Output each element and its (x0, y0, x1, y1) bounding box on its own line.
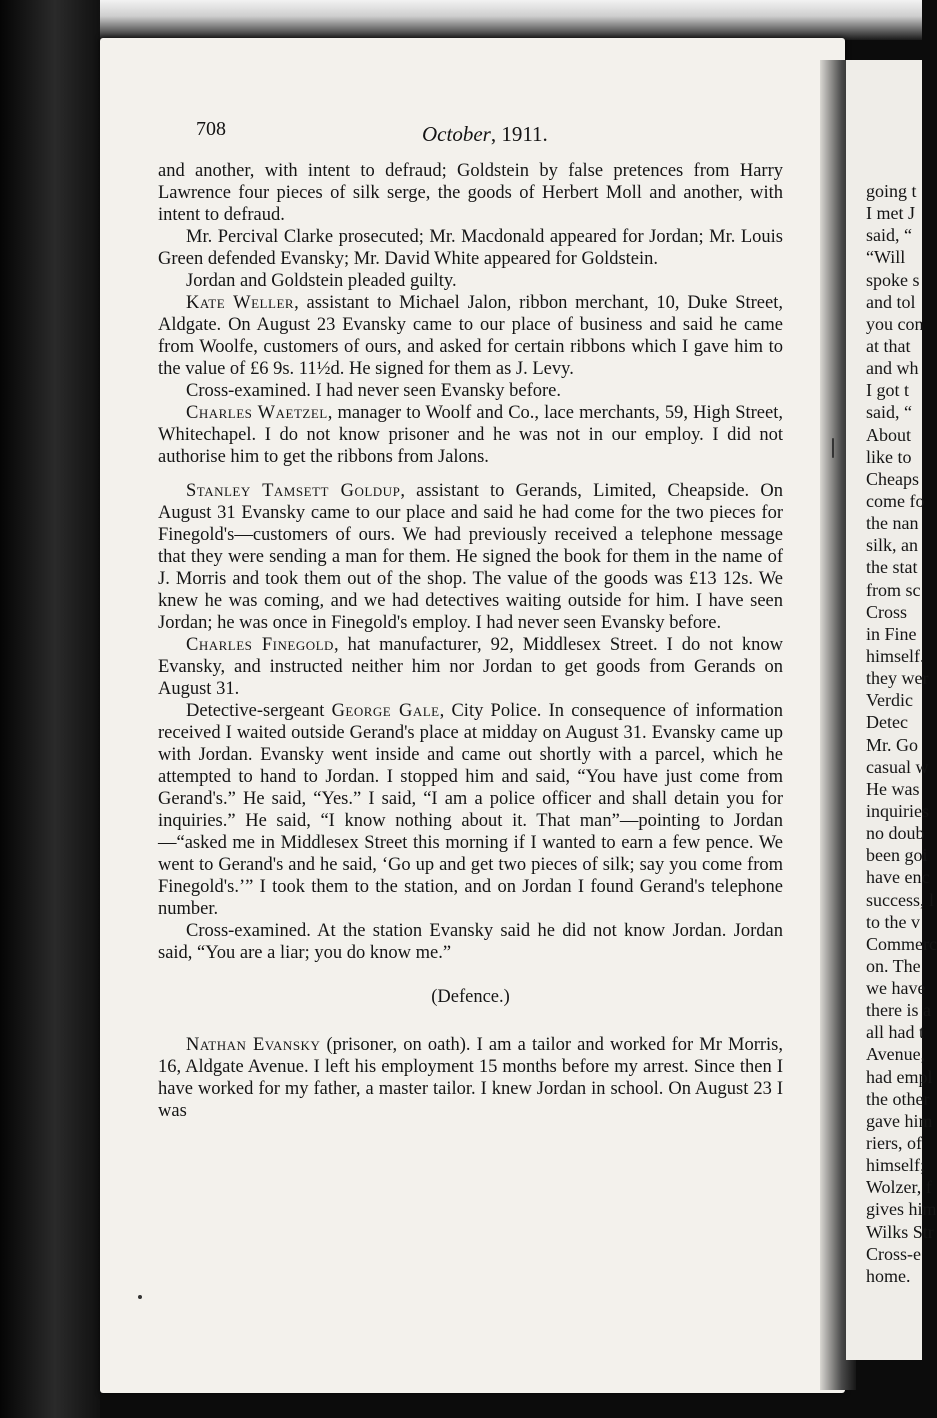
scan-left-edge (0, 0, 100, 1418)
facing-page-line: the other (866, 1088, 930, 1109)
facing-page-line: I met J (866, 203, 915, 224)
facing-page-line: casual w (866, 756, 929, 777)
witness-name: Kate Weller (186, 293, 295, 313)
facing-page-line: himself. (866, 645, 925, 666)
facing-page-line: Wilks Str (866, 1221, 934, 1242)
scan-speck (832, 438, 834, 458)
witness-name: Charles Finegold (186, 635, 334, 655)
paragraph (158, 634, 783, 700)
facing-page-line: I got t (866, 380, 909, 401)
facing-page-text-fragments (866, 180, 937, 1287)
facing-page-line: they wer (866, 668, 929, 689)
facing-page-line: home. (866, 1265, 911, 1286)
facing-page-line: the nan (866, 513, 919, 534)
witness-name: Charles Waetzel (186, 403, 328, 423)
facing-page-line: Detec (866, 712, 908, 733)
facing-page-line: and tol (866, 291, 916, 312)
paragraph: and another, with intent to defraud; Goldstein by false pretences from Harry Lawrence four pieces of silk serge, the goods of Herbert Moll and another, with intent to defraud. (158, 161, 783, 225)
witness-name: George Gale (331, 701, 440, 721)
facing-page-line: been goi (866, 845, 928, 866)
facing-page-line: there is a (866, 1000, 931, 1021)
running-title-month: October (422, 122, 491, 146)
facing-page-line: Wolzer, f (866, 1177, 932, 1198)
facing-page-line: gives him (866, 1199, 937, 1220)
facing-page-line: in Fine (866, 623, 917, 644)
facing-page-line: from sc (866, 579, 921, 600)
paragraph (158, 1034, 783, 1122)
facing-page-line: on. The (866, 955, 921, 976)
testimony-text: , City Police. In consequence of information received I waited outside Gerand's place at midday on August 31. Evansky came up with Jordan. Evansky went inside and came out shortly with a parcel, which he attempted to hand to Jordan. I stopped him and said, “You have just come from Gerand's.” He said, “Yes.” I said, “I am a police officer and shall detain you for inquiries.” He said, “I know nothing about it. That man”—pointing to Jordan—“asked me in Middlesex Street this morning if I wanted to earn a few pence. We went to Gerand's and he said, ‘Go up and get two pieces of silk; say you come from Finegold's.’” I took them to the station, and on Jordan I found Gerand's telephone number. (158, 701, 783, 919)
paragraph (158, 480, 783, 634)
facing-page-line: Cross (866, 601, 908, 622)
witness-name: Stanley Tamsett Goldup (186, 481, 401, 501)
facing-page-line: About (866, 424, 911, 445)
facing-page-line: all had t (866, 1022, 924, 1043)
facing-page-line: to the v (866, 911, 920, 932)
testimony-text: , assistant to Michael Jalon, ribbon merchant, 10, Duke Street, Aldgate. On August 23 Evansky came to our place of business and said he came from Woolfe, customers of ours, and asked for certain ribbons which I gave him to the value of £6 9s. 11½d. He signed for them as J. Levy. (158, 293, 783, 379)
facing-page-line: we have (866, 978, 926, 999)
facing-page-line: Verdic (866, 690, 913, 711)
facing-page-line: spoke s (866, 269, 920, 290)
facing-page-line: the stat (866, 557, 918, 578)
facing-page-line: and wh (866, 358, 919, 379)
facing-page-line: no doub (866, 823, 925, 844)
witness-name: Nathan Evansky (186, 1035, 321, 1055)
paragraph: Cross-examined. At the station Evansky said he did not know Jordan. Jordan said, “You are a liar; you do know me.” (158, 921, 783, 963)
page-number: 708 (196, 118, 226, 140)
facing-page-line: “Will (866, 247, 906, 268)
facing-page-line: gave him (866, 1110, 933, 1131)
facing-page-line: like to (866, 446, 912, 467)
facing-page-line: himself; (866, 1155, 925, 1176)
facing-page-line: Cross-e (866, 1243, 921, 1264)
facing-page-line: success, l (866, 889, 934, 910)
paragraph: Mr. Percival Clarke prosecuted; Mr. Macdonald appeared for Jordan; Mr. Louis Green defended Evansky; Mr. David White appeared for Goldstein. (158, 227, 783, 269)
facing-page-line: come fo (866, 490, 925, 511)
facing-page-line: had empl (866, 1066, 933, 1087)
paragraph: Cross-examined. I had never seen Evansky before. (186, 381, 562, 401)
testimony-text: , assistant to Gerands, Limited, Cheapside. On August 31 Evansky came to our place and said he had come for the two pieces for Finegold's—customers of ours. We had previously received a telephone message that they were sending a man for them. He signed the book for them in the name of J. Morris and took them out of the shop. The value of the goods was £13 12s. We knew he was coming, and we had detectives waiting outside for him. I have seen Jordan; he was once in Finegold's employ. I had never seen Evansky before. (158, 481, 783, 633)
running-title (422, 122, 548, 147)
paragraph (158, 402, 783, 468)
facing-page-line: going t (866, 181, 917, 201)
page-header (100, 118, 845, 150)
scan-speck (138, 1295, 142, 1299)
paragraph: Jordan and Goldstein pleaded guilty. (186, 271, 457, 291)
testimony-text: , manager to Woolf and Co., lace merchants, 59, High Street, Whitechapel. I do not know prisoner and he was not in our employ. I did not authorise him to get the ribbons from Jalons. (158, 403, 783, 467)
testimony-text: , hat manufacturer, 92, Middlesex Street. I do not know Evansky, and instructed neither him nor Jordan to get goods from Gerands on August 31. (158, 635, 783, 699)
running-title-year: , 1911. (490, 122, 548, 146)
facing-page-line: Commerc (866, 933, 937, 954)
facing-page-line: silk, an (866, 535, 918, 556)
facing-page-line: you con (866, 313, 924, 334)
facing-page-line: have enc (866, 867, 930, 888)
facing-page-line: riers, of (866, 1133, 922, 1154)
paragraph (158, 700, 783, 920)
scan-top-edge (0, 0, 922, 40)
witness-title: Detective-sergeant (186, 701, 332, 721)
facing-page-line: Mr. Go (866, 734, 919, 755)
section-heading: (Defence.) (431, 987, 510, 1007)
facing-page-line: said, “ (866, 225, 912, 246)
facing-page-line: Avenue, (866, 1044, 926, 1065)
testimony-text: (prisoner, on oath). I am a tailor and worked for Mr Morris, 16, Aldgate Avenue. I left his employment 15 months before my arrest. Since then I have worked for my father, a master tailor. I knew Jordan in school. On August 23 I was (158, 1035, 783, 1121)
facing-page-line: at that (866, 335, 911, 356)
paragraph (158, 292, 783, 380)
facing-page-line: He was (866, 778, 920, 799)
facing-page-line: said, “ (866, 402, 912, 423)
main-text-column (158, 160, 783, 1122)
facing-page-line: inquiries (866, 800, 929, 821)
facing-page-line: Cheaps (866, 468, 919, 489)
